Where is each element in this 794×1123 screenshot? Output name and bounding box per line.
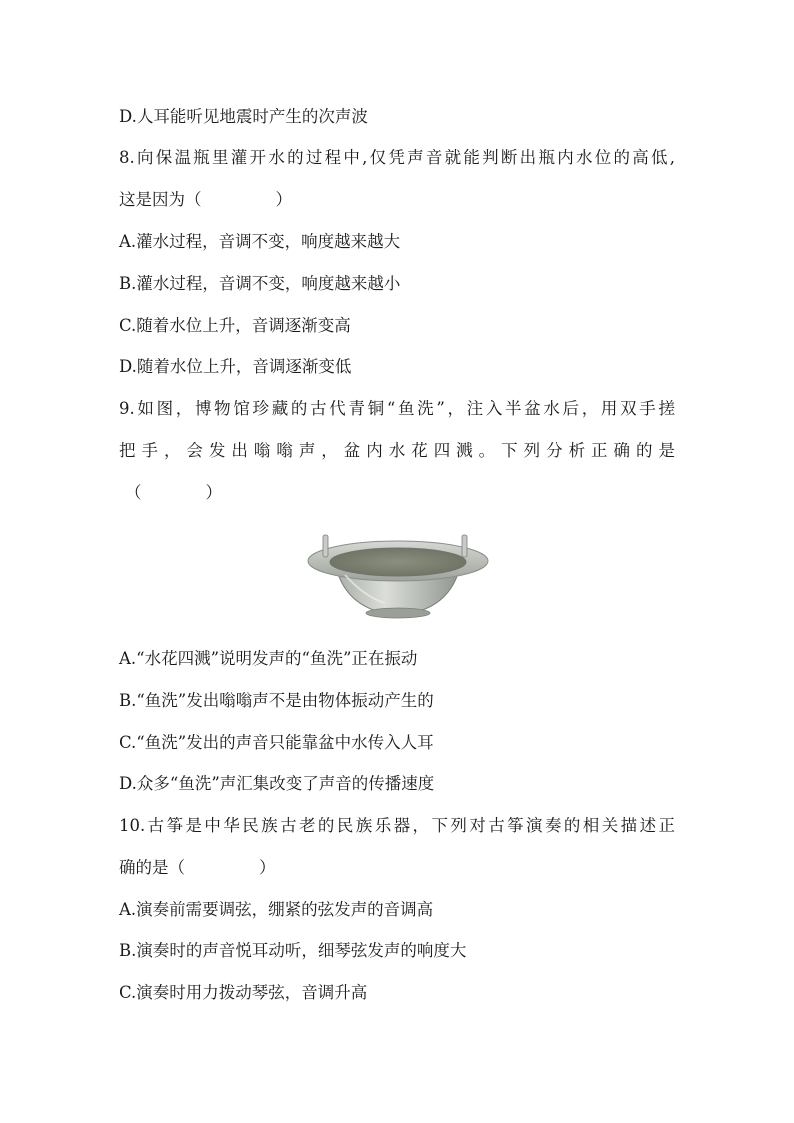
q8-stem-text: 这是因为（ bbox=[119, 190, 202, 209]
q8-close-paren: ） bbox=[275, 190, 292, 209]
q8-stem-line1: 8.向保温瓶里灌开水的过程中,仅凭声音就能判断出瓶内水位的高低, bbox=[119, 148, 675, 167]
q8-option-a: A.灌水过程，音调不变，响度越来越大 bbox=[119, 232, 401, 251]
bronze-basin-icon bbox=[305, 525, 491, 621]
q10-option-c: C.演奏时用力拨动琴弦，音调升高 bbox=[119, 983, 368, 1002]
q10-option-a: A.演奏前需要调弦，绷紧的弦发声的音调高 bbox=[119, 900, 434, 919]
q9-stem-line3 bbox=[125, 482, 222, 504]
bronze-basin-image bbox=[305, 525, 491, 621]
q10-stem-text: 确的是（ bbox=[119, 858, 185, 877]
q9-open-paren: （ bbox=[125, 483, 142, 502]
q9-stem-line2: 把手，会发出嗡嗡声，盆内水花四溅。下列分析正确的是 bbox=[119, 441, 675, 460]
q10-close-paren: ） bbox=[259, 858, 276, 877]
q8-option-b: B.灌水过程，音调不变，响度越来越小 bbox=[119, 274, 401, 293]
q9-close-paren: ） bbox=[205, 483, 222, 502]
q8-stem-line2 bbox=[119, 189, 292, 211]
q10-stem-line1: 10.古筝是中华民族古老的民族乐器，下列对古筝演奏的相关描述正 bbox=[119, 816, 675, 835]
q8-option-c: C.随着水位上升，音调逐渐变高 bbox=[119, 316, 351, 335]
q8-option-d: D.随着水位上升，音调逐渐变低 bbox=[119, 357, 352, 376]
q10-stem-line2 bbox=[119, 857, 276, 879]
q9-option-c: C.“鱼洗”发出的声音只能靠盆中水传入人耳 bbox=[119, 733, 434, 752]
q9-option-b: B.“鱼洗”发出嗡嗡声不是由物体振动产生的 bbox=[119, 691, 434, 710]
q9-option-d: D.众多“鱼洗”声汇集改变了声音的传播速度 bbox=[119, 774, 435, 793]
q7-option-d: D.人耳能听见地震时产生的次声波 bbox=[119, 107, 368, 126]
q9-option-a: A.“水花四溅”说明发声的“鱼洗”正在振动 bbox=[119, 649, 418, 668]
q9-stem-line1: 9.如图，博物馆珍藏的古代青铜“鱼洗”，注入半盆水后，用双手搓 bbox=[119, 399, 675, 418]
q10-option-b: B.演奏时的声音悦耳动听，细琴弦发声的响度大 bbox=[119, 941, 467, 960]
